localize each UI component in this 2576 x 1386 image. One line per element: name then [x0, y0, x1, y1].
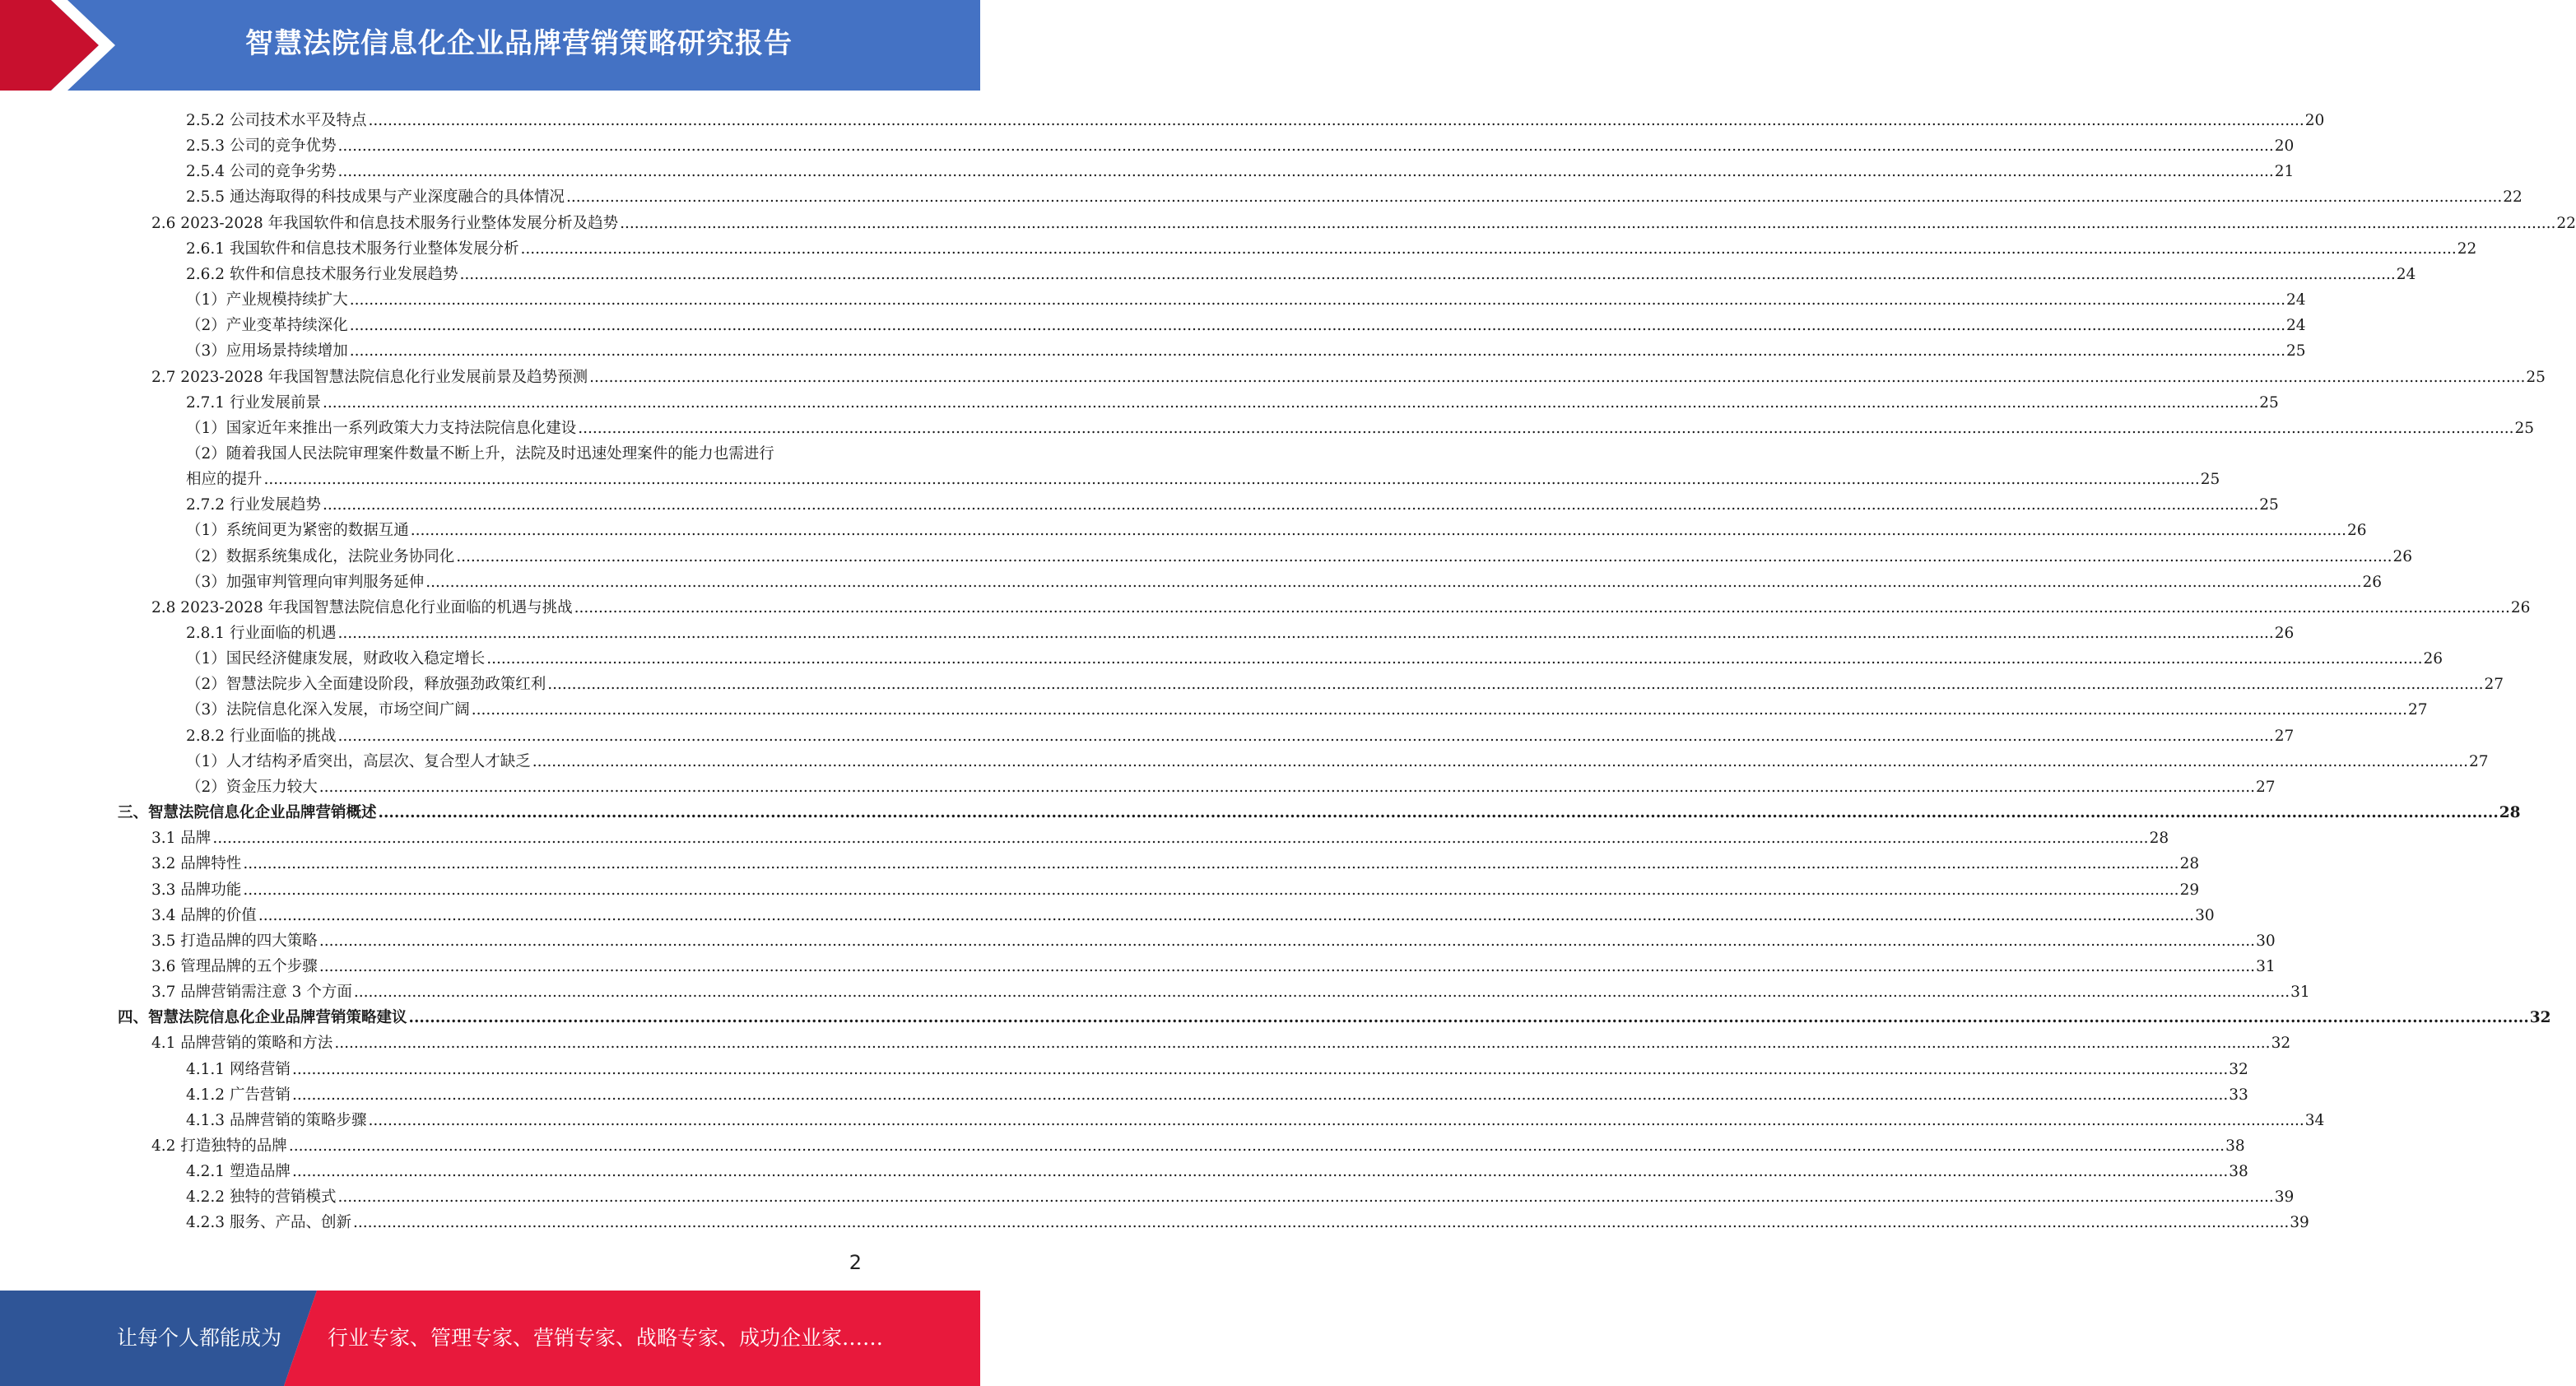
toc-entry-label: 3.7 品牌营销需注意 3 个方面 — [151, 984, 352, 1002]
page-footer — [0, 1291, 980, 1386]
toc-entry[interactable] — [186, 105, 2325, 130]
toc-entry-label: 2.6.1 我国软件和信息技术服务行业整体发展分析 — [186, 240, 519, 258]
toc-leader-dots: ................................................................................................................................................................................................................................................................................................................................................................................................................ — [620, 214, 2556, 232]
toc-entry[interactable] — [186, 1156, 2248, 1181]
toc-entry[interactable] — [186, 617, 2295, 643]
report-title: 智慧法院信息化企业品牌营销策略研究报告 — [245, 27, 793, 60]
toc-entry-page: 32 — [2271, 1035, 2291, 1053]
toc-entry-page: 25 — [2526, 368, 2546, 386]
toc-leader-dots: ................................................................................................................................................................................................................................................................................................................................................................................................................ — [243, 855, 2179, 873]
toc-entry-label: 3.1 品牌 — [151, 830, 212, 848]
toc-leader-dots: ................................................................................................................................................................................................................................................................................................................................................................................................................ — [291, 1086, 2229, 1104]
toc-entry[interactable] — [186, 233, 2477, 258]
toc-entry-label: 3.3 品牌功能 — [151, 881, 242, 899]
toc-entry[interactable] — [186, 1207, 2309, 1232]
toc-entry[interactable] — [186, 1079, 2248, 1105]
toc-entry-label: 4.1.3 品牌营销的策略步骤 — [186, 1111, 367, 1129]
toc-leader-dots: ................................................................................................................................................................................................................................................................................................................................................................................................................ — [349, 291, 2286, 309]
toc-entry-label: 2.5.4 公司的竞争劣势 — [186, 163, 337, 181]
toc-entry-page: 20 — [2304, 112, 2325, 129]
toc-entry-label: （1）国家近年来推出一系列政策大力支持法院信息化建设 — [186, 419, 577, 437]
toc-entry[interactable] — [151, 848, 2200, 873]
toc-entry-label: 4.2.1 塑造品牌 — [186, 1163, 291, 1181]
toc-entry[interactable] — [186, 694, 2428, 719]
toc-entry-page: 27 — [2469, 752, 2489, 770]
toc-entry-page: 26 — [2274, 625, 2295, 642]
toc-entry[interactable] — [186, 566, 2383, 592]
toc-entry[interactable] — [186, 130, 2295, 156]
page-header — [0, 0, 980, 91]
toc-entry-label: （1）系统间更为紧密的数据互通 — [186, 522, 409, 540]
toc-entry[interactable] — [186, 258, 2416, 284]
toc-leader-dots: ................................................................................................................................................................................................................................................................................................................................................................................................................ — [288, 1137, 2225, 1155]
toc-entry-label: （3）加强审判管理向审判服务延伸 — [186, 573, 425, 591]
toc-leader-dots: ................................................................................................................................................................................................................................................................................................................................................................................................................ — [337, 625, 2274, 642]
toc-entry-page: 26 — [2347, 522, 2367, 540]
toc-entry[interactable] — [186, 463, 2220, 489]
toc-entry[interactable] — [186, 643, 2443, 668]
toc-entry-label: 2.5.3 公司的竞争优势 — [186, 137, 337, 156]
toc-entry-page: 25 — [2286, 342, 2306, 360]
toc-leader-dots: ................................................................................................................................................................................................................................................................................................................................................................................................................ — [574, 598, 2510, 616]
toc-entry[interactable] — [186, 1053, 2248, 1079]
toc-entry-page: 28 — [2499, 804, 2521, 822]
toc-entry[interactable] — [151, 874, 2200, 900]
toc-entry-label: （2）智慧法院步入全面建设阶段，释放强劲政策红利 — [186, 676, 546, 694]
toc-entry-label: 2.8.1 行业面临的机遇 — [186, 625, 337, 642]
toc-leader-dots: ................................................................................................................................................................................................................................................................................................................................................................................................................ — [486, 650, 2423, 668]
toc-entry-page: 25 — [2514, 419, 2535, 437]
toc-leader-dots: ................................................................................................................................................................................................................................................................................................................................................................................................................ — [322, 393, 2259, 412]
toc-leader-dots: ................................................................................................................................................................................................................................................................................................................................................................................................................ — [263, 471, 2200, 489]
toc-entry-label: 2.7.2 行业发展趋势 — [186, 496, 321, 514]
toc-entry-label: 2.6.2 软件和信息技术服务行业发展趋势 — [186, 265, 458, 283]
toc-entry-page: 27 — [2274, 727, 2295, 745]
toc-entry[interactable] — [151, 925, 2276, 951]
toc-leader-dots: ................................................................................................................................................................................................................................................................................................................................................................................................................ — [520, 240, 2457, 258]
toc-entry-label: （2）资金压力较大 — [186, 778, 318, 796]
toc-leader-dots: ................................................................................................................................................................................................................................................................................................................................................................................................................ — [565, 188, 2503, 207]
toc-entry-page: 27 — [2256, 778, 2276, 796]
toc-entry-label: 2.7 2023-2028 年我国智慧法院信息化行业发展前景及趋势预测 — [151, 368, 588, 386]
toc-leader-dots: ................................................................................................................................................................................................................................................................................................................................................................................................................ — [319, 957, 2256, 975]
footer-slogan-right: 行业专家、管理专家、营销专家、战略专家、成功企业家…… — [328, 1326, 884, 1350]
toc-entry[interactable] — [186, 720, 2295, 746]
toc-entry-page: 22 — [2457, 240, 2477, 258]
toc-entry-page: 26 — [2362, 573, 2383, 591]
toc-entry-label: 4.2 打造独特的品牌 — [151, 1137, 287, 1155]
toc-entry-page: 27 — [2484, 676, 2504, 694]
toc-entry[interactable] — [186, 181, 2523, 207]
toc-leader-dots: ................................................................................................................................................................................................................................................................................................................................................................................................................ — [291, 1163, 2229, 1181]
toc-entry-page: 21 — [2274, 163, 2295, 181]
toc-entry[interactable] — [186, 387, 2279, 412]
toc-leader-dots: ................................................................................................................................................................................................................................................................................................................................................................................................................ — [349, 317, 2286, 335]
toc-entry[interactable] — [186, 438, 862, 463]
toc-entry-label: 2.5.5 通达海取得的科技成果与产业深度融合的具体情况 — [186, 188, 565, 207]
toc-entry-label: 2.8 2023-2028 年我国智慧法院信息化行业面临的机遇与挑战 — [151, 598, 573, 616]
toc-entry-page: 24 — [2396, 265, 2416, 283]
toc-entry-page: 25 — [2200, 471, 2220, 489]
toc-entry[interactable] — [151, 976, 2310, 1002]
toc-entry-label: （3）法院信息化深入发展，市场空间广阔 — [186, 701, 470, 719]
toc-leader-dots: ................................................................................................................................................................................................................................................................................................................................................................................................................ — [532, 752, 2469, 770]
toc-entry-label: 3.6 管理品牌的五个步骤 — [151, 957, 318, 975]
toc-entry-page: 30 — [2256, 932, 2276, 950]
toc-entry[interactable] — [186, 309, 2306, 335]
header-chevron-logo — [0, 0, 132, 91]
toc-entry[interactable] — [151, 592, 2531, 617]
toc-entry-page: 33 — [2229, 1086, 2248, 1104]
toc-entry-page: 25 — [2259, 393, 2279, 412]
toc-leader-dots: ................................................................................................................................................................................................................................................................................................................................................................................................................ — [212, 830, 2149, 848]
toc-entry-page: 31 — [2290, 984, 2310, 1002]
toc-entry-label: 三、智慧法院信息化企业品牌营销概述 — [118, 804, 377, 822]
toc-entry-page: 30 — [2195, 906, 2215, 924]
toc-entry-page: 22 — [2503, 188, 2523, 207]
toc-entry[interactable] — [186, 489, 2279, 514]
toc-entry-page: 31 — [2256, 957, 2276, 975]
toc-entry-label: 4.1 品牌营销的策略和方法 — [151, 1035, 333, 1053]
page-number: 2 — [849, 1251, 862, 1274]
toc-leader-dots: ................................................................................................................................................................................................................................................................................................................................................................................................................ — [291, 1060, 2229, 1078]
toc-leader-dots: ................................................................................................................................................................................................................................................................................................................................................................................................................ — [410, 522, 2347, 540]
toc-entry-page: 32 — [2529, 1009, 2551, 1027]
toc-leader-dots: ................................................................................................................................................................................................................................................................................................................................................................................................................ — [337, 163, 2274, 181]
toc-entry-page: 26 — [2423, 650, 2443, 668]
toc-entry-label: 2.7.1 行业发展前景 — [186, 393, 321, 412]
toc-entry-page: 24 — [2286, 291, 2306, 309]
toc-entry[interactable] — [186, 1181, 2295, 1207]
toc-leader-dots: ................................................................................................................................................................................................................................................................................................................................................................................................................ — [352, 1214, 2290, 1232]
toc-entry-label: （1）产业规模持续扩大 — [186, 291, 348, 309]
toc-entry[interactable] — [186, 412, 2535, 438]
toc-leader-dots: ................................................................................................................................................................................................................................................................................................................................................................................................................ — [337, 137, 2274, 156]
toc-leader-dots: ................................................................................................................................................................................................................................................................................................................................................................................................................ — [408, 1009, 2529, 1027]
toc-leader-dots: ................................................................................................................................................................................................................................................................................................................................................................................................................ — [337, 1188, 2274, 1207]
toc-entry[interactable] — [186, 771, 2276, 797]
toc-entry[interactable] — [186, 1105, 2325, 1130]
toc-entry[interactable] — [186, 668, 2504, 694]
toc-leader-dots: ................................................................................................................................................................................................................................................................................................................................................................................................................ — [589, 368, 2526, 386]
toc-entry[interactable] — [151, 900, 2215, 925]
toc-leader-dots: ................................................................................................................................................................................................................................................................................................................................................................................................................ — [547, 676, 2484, 694]
toc-leader-dots: ................................................................................................................................................................................................................................................................................................................................................................................................................ — [349, 342, 2286, 360]
toc-entry-page: 28 — [2149, 830, 2169, 848]
toc-entry-label: （1）人才结构矛盾突出，高层次、复合型人才缺乏 — [186, 752, 531, 770]
toc-entry[interactable] — [186, 514, 2367, 540]
toc-entry[interactable] — [151, 1130, 2245, 1156]
toc-entry[interactable] — [186, 541, 2413, 566]
toc-entry-page: 27 — [2408, 701, 2428, 719]
toc-entry-label: 4.1.2 广告营销 — [186, 1086, 291, 1104]
toc-entry-page: 26 — [2392, 547, 2413, 565]
toc-entry[interactable] — [186, 284, 2306, 309]
toc-entry-label: 4.1.1 网络营销 — [186, 1060, 291, 1078]
toc-leader-dots: ................................................................................................................................................................................................................................................................................................................................................................................................................ — [471, 701, 2408, 719]
toc-entry-page: 26 — [2510, 598, 2531, 616]
toc-leader-dots: ................................................................................................................................................................................................................................................................................................................................................................................................................ — [459, 265, 2396, 283]
toc-entry-label: 2.5.2 公司技术水平及特点 — [186, 112, 367, 129]
toc-entry[interactable] — [118, 1002, 2551, 1027]
toc-leader-dots: ................................................................................................................................................................................................................................................................................................................................................................................................................ — [578, 419, 2514, 437]
toc-entry[interactable] — [151, 361, 2546, 387]
toc-entry-label: 3.4 品牌的价值 — [151, 906, 257, 924]
toc-entry-page: 39 — [2290, 1214, 2309, 1232]
toc-entry-page: 25 — [2259, 496, 2279, 514]
toc-entry[interactable] — [151, 822, 2169, 848]
toc-leader-dots: ................................................................................................................................................................................................................................................................................................................................................................................................................ — [258, 906, 2195, 924]
toc-entry-label: 3.5 打造品牌的四大策略 — [151, 932, 318, 950]
toc-leader-dots: ................................................................................................................................................................................................................................................................................................................................................................................................................ — [425, 573, 2362, 591]
toc-entry-label: 四、智慧法院信息化企业品牌营销策略建议 — [118, 1009, 407, 1027]
toc-leader-dots: ................................................................................................................................................................................................................................................................................................................................................................................................................ — [322, 496, 2259, 514]
toc-entry-label: 3.2 品牌特性 — [151, 855, 242, 873]
footer-slogan-left: 让每个人都能成为 — [117, 1326, 282, 1350]
toc-entry-label: （1）国民经济健康发展，财政收入稳定增长 — [186, 650, 486, 668]
toc-entry[interactable] — [186, 335, 2306, 360]
toc-entry-label: 4.2.3 服务、产品、创新 — [186, 1214, 351, 1232]
toc-leader-dots: ................................................................................................................................................................................................................................................................................................................................................................................................................ — [337, 727, 2274, 745]
toc-entry-label: （2）随着我国人民法院审理案件数量不断上升，法院及时迅速处理案件的能力也需进行 — [186, 444, 774, 463]
toc-entry-page: 38 — [2225, 1137, 2245, 1155]
toc-entry-page: 28 — [2179, 855, 2200, 873]
toc-leader-dots: ................................................................................................................................................................................................................................................................................................................................................................................................................ — [319, 932, 2256, 950]
toc-entry-page: 38 — [2229, 1163, 2248, 1181]
toc-entry-page: 22 — [2556, 214, 2576, 232]
toc-leader-dots: ................................................................................................................................................................................................................................................................................................................................................................................................................ — [368, 112, 2304, 129]
toc-entry[interactable] — [151, 207, 2576, 233]
toc-entry-label: 2.6 2023-2028 年我国软件和信息技术服务行业整体发展分析及趋势 — [151, 214, 619, 232]
toc-leader-dots: ................................................................................................................................................................................................................................................................................................................................................................................................................ — [243, 881, 2179, 899]
toc-leader-dots: ................................................................................................................................................................................................................................................................................................................................................................................................................ — [368, 1111, 2304, 1129]
toc-leader-dots: ................................................................................................................................................................................................................................................................................................................................................................................................................ — [353, 984, 2290, 1002]
toc-entry[interactable] — [151, 1027, 2291, 1053]
toc-entry-label: 2.8.2 行业面临的挑战 — [186, 727, 337, 745]
toc-entry-label: （3）应用场景持续增加 — [186, 342, 348, 360]
toc-entry[interactable] — [186, 746, 2489, 771]
toc-entry-page: 29 — [2179, 881, 2200, 899]
toc-leader-dots: ................................................................................................................................................................................................................................................................................................................................................................................................................ — [334, 1035, 2271, 1053]
toc-entry[interactable] — [186, 156, 2295, 181]
toc-entry-label: （2）产业变革持续深化 — [186, 317, 348, 335]
toc-leader-dots: ................................................................................................................................................................................................................................................................................................................................................................................................................ — [378, 804, 2499, 822]
toc-entry-page: 34 — [2304, 1111, 2325, 1129]
toc-entry-page: 20 — [2274, 137, 2295, 156]
toc-entry-page: 24 — [2286, 317, 2306, 335]
toc-entry-page: 39 — [2274, 1188, 2295, 1207]
toc-entry[interactable] — [118, 797, 2521, 822]
toc-leader-dots: ................................................................................................................................................................................................................................................................................................................................................................................................................ — [456, 547, 2392, 565]
toc-entry-label: （2）数据系统集成化，法院业务协同化 — [186, 547, 455, 565]
toc-entry[interactable] — [151, 951, 2276, 976]
toc-entry-label: 相应的提升 — [186, 471, 263, 489]
toc-leader-dots: ................................................................................................................................................................................................................................................................................................................................................................................................................ — [319, 778, 2256, 796]
toc-entry-page: 32 — [2229, 1060, 2248, 1078]
toc-entry-label: 4.2.2 独特的营销模式 — [186, 1188, 337, 1207]
